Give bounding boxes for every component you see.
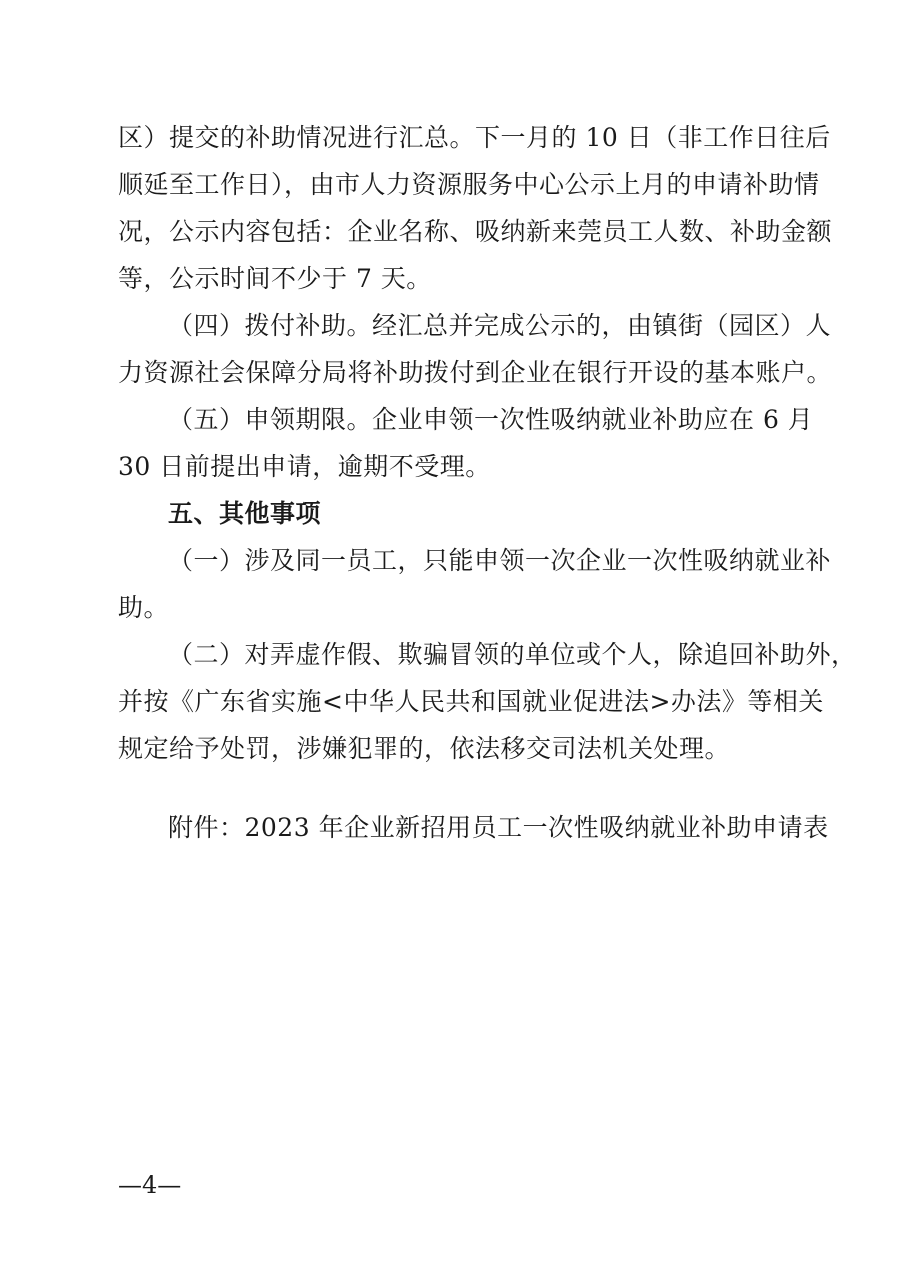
paragraph-line: 30 日前提出申请，逾期不受理。 bbox=[118, 452, 491, 481]
page-number: —4— bbox=[118, 1171, 182, 1199]
paragraph-line: 力资源社会保障分局将补助拨付到企业在银行开设的基本账户。 bbox=[118, 358, 833, 387]
paragraph-line: 助。 bbox=[118, 593, 170, 622]
paragraph-line: 区）提交的补助情况进行汇总。下一月的 10 日（非工作日往后 bbox=[118, 123, 831, 152]
attachment-line: 附件：2023 年企业新招用员工一次性吸纳就业补助申请表 bbox=[168, 813, 829, 842]
section-heading: 五、其他事项 bbox=[168, 499, 322, 528]
paragraph-line: 顺延至工作日），由市人力资源服务中心公示上月的申请补助情 bbox=[118, 170, 820, 199]
paragraph-line: （二）对弄虚作假、欺骗冒领的单位或个人，除追回补助外， bbox=[168, 640, 857, 669]
paragraph-line: 况，公示内容包括：企业名称、吸纳新来莞员工人数、补助金额 bbox=[118, 217, 833, 246]
paragraph-line: （一）涉及同一员工，只能申领一次企业一次性吸纳就业补 bbox=[168, 546, 832, 575]
paragraph-line: 等，公示时间不少于 7 天。 bbox=[118, 264, 432, 293]
paragraph-line: （五）申领期限。企业申领一次性吸纳就业补助应在 6 月 bbox=[168, 405, 814, 434]
paragraph-line: （四）拨付补助。经汇总并完成公示的，由镇街（园区）人 bbox=[168, 311, 832, 340]
paragraph-line: 并按《广东省实施<中华人民共和国就业促进法>办法》等相关 bbox=[118, 687, 824, 716]
paragraph-line: 规定给予处罚，涉嫌犯罪的，依法移交司法机关处理。 bbox=[118, 734, 731, 763]
